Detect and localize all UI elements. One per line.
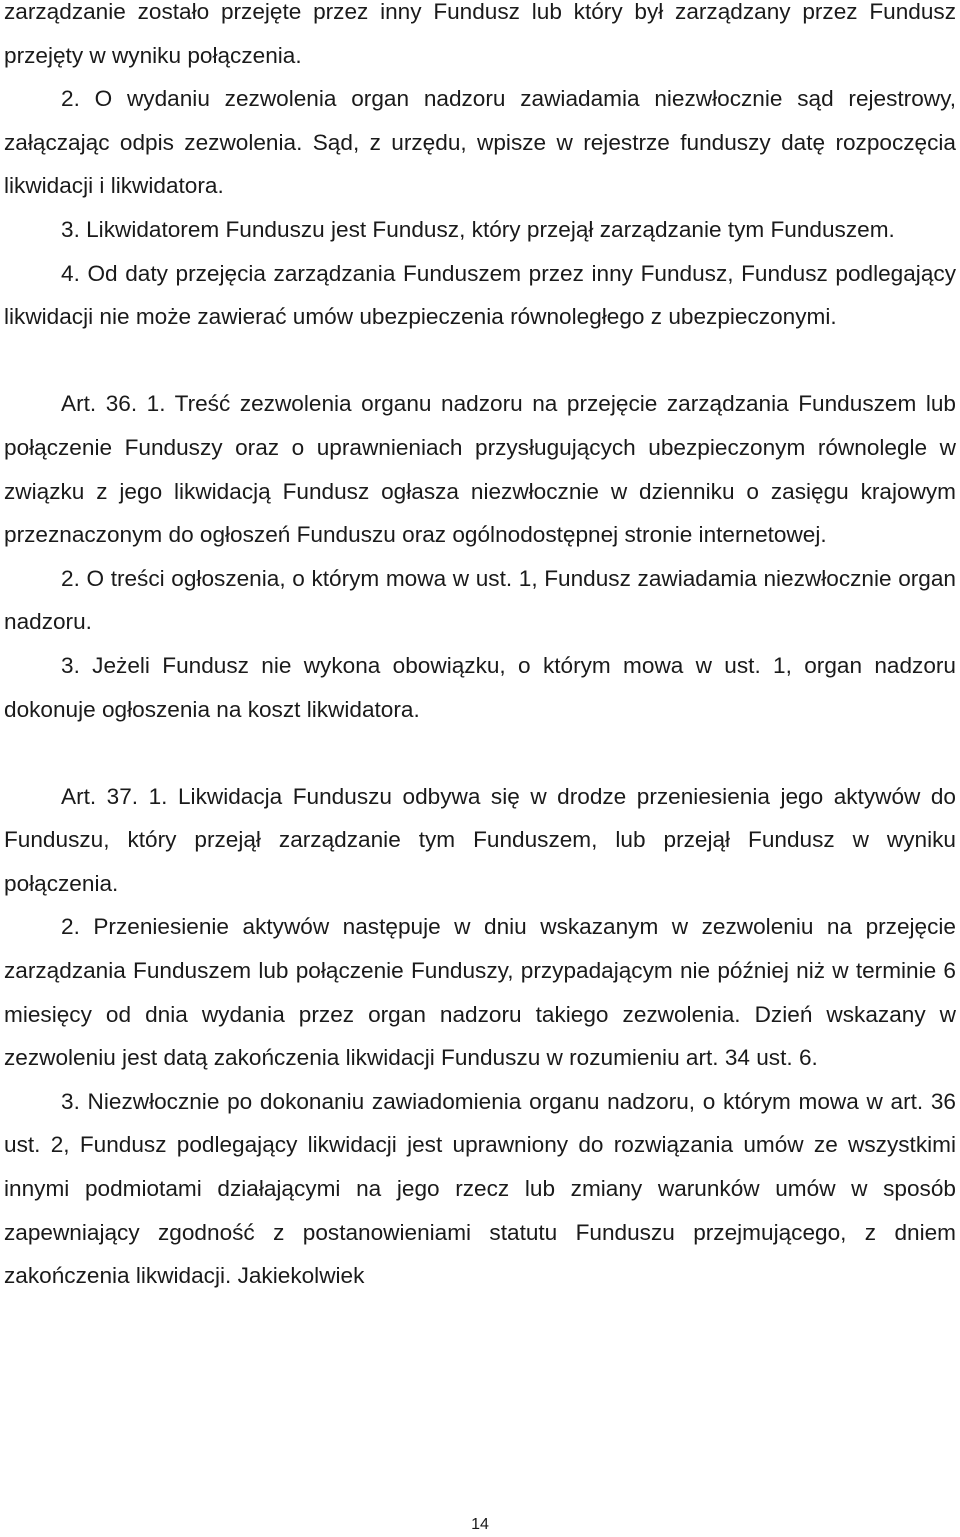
- section-gap: [4, 731, 956, 775]
- paragraph-art35-3: 3. Likwidatorem Funduszu jest Fundusz, który przejął zarządzanie tym Funduszem.: [61, 216, 895, 242]
- paragraph-art36-2: 2. O treści ogłoszenia, o którym mowa w ust. 1, Fundusz zawiadamia niezwłocznie organ nadzoru.: [4, 565, 956, 635]
- paragraph-art37-1: Art. 37. 1. Likwidacja Funduszu odbywa się w drodze przeniesienia jego aktywów do Funduszu, który przejął zarządzanie tym Funduszem, lub przejął Fundusz w wyniku połączenia.: [4, 783, 956, 896]
- paragraph-art35-4: 4. Od daty przejęcia zarządzania Funduszem przez inny Fundusz, Fundusz podlegający likwidacji nie może zawierać umów ubezpieczenia równoległego z ubezpieczonymi.: [4, 260, 956, 330]
- paragraph-art37-2: 2. Przeniesienie aktywów następuje w dniu wskazanym w zezwoleniu na przejęcie zarządzania Funduszem lub połączenie Funduszy, przypadającym nie później niż w terminie 6 miesięcy od dnia wydania przez organ nadzoru takiego zezwolenia. Dzień wskazany w zezwoleniu jest datą zakończenia likwidacji Funduszu w rozumieniu art. 34 ust. 6.: [4, 914, 956, 1071]
- paragraph-art35-2: 2. O wydaniu zezwolenia organ nadzoru zawiadamia niezwłocznie sąd rejestrowy, załączając odpis zezwolenia. Sąd, z urzędu, wpisze w rejestrze funduszy datę rozpoczęcia likwidacji i likwidatora.: [4, 86, 956, 199]
- section-gap: [4, 339, 956, 383]
- paragraph-art36-1: Art. 36. 1. Treść zezwolenia organu nadzoru na przejęcie zarządzania Funduszem lub połączenie Funduszy oraz o uprawnieniach przysługujących ubezpieczonym równolegle w związku z jego likwidacją Fundusz ogłasza niezwłocznie w dzienniku o zasięgu krajowym przeznaczonym do ogłoszeń Funduszu oraz ogólnodostępnej stronie internetowej.: [4, 391, 956, 548]
- paragraph-art36-3: 3. Jeżeli Fundusz nie wykona obowiązku, o którym mowa w ust. 1, organ nadzoru dokonuje ogłoszenia na koszt likwidatora.: [4, 652, 956, 722]
- document-page: [4, 0, 956, 1298]
- page-number: 14: [471, 1516, 489, 1533]
- paragraph-art37-3: 3. Niezwłocznie po dokonaniu zawiadomienia organu nadzoru, o którym mowa w art. 36 ust. 2, Fundusz podlegający likwidacji jest uprawniony do rozwiązania umów ze wszystkimi innymi podmiotami działającymi na jego rzecz lub zmiany warunków umów w sposób zapewniający zgodność z postanowieniami statutu Funduszu przejmującego, z dniem zakończenia likwidacji. Jakiekolwiek: [4, 1088, 956, 1289]
- paragraph-continuation: zarządzanie zostało przejęte przez inny Fundusz lub który był zarządzany przez Fundusz przejęty w wyniku połączenia.: [4, 0, 956, 68]
